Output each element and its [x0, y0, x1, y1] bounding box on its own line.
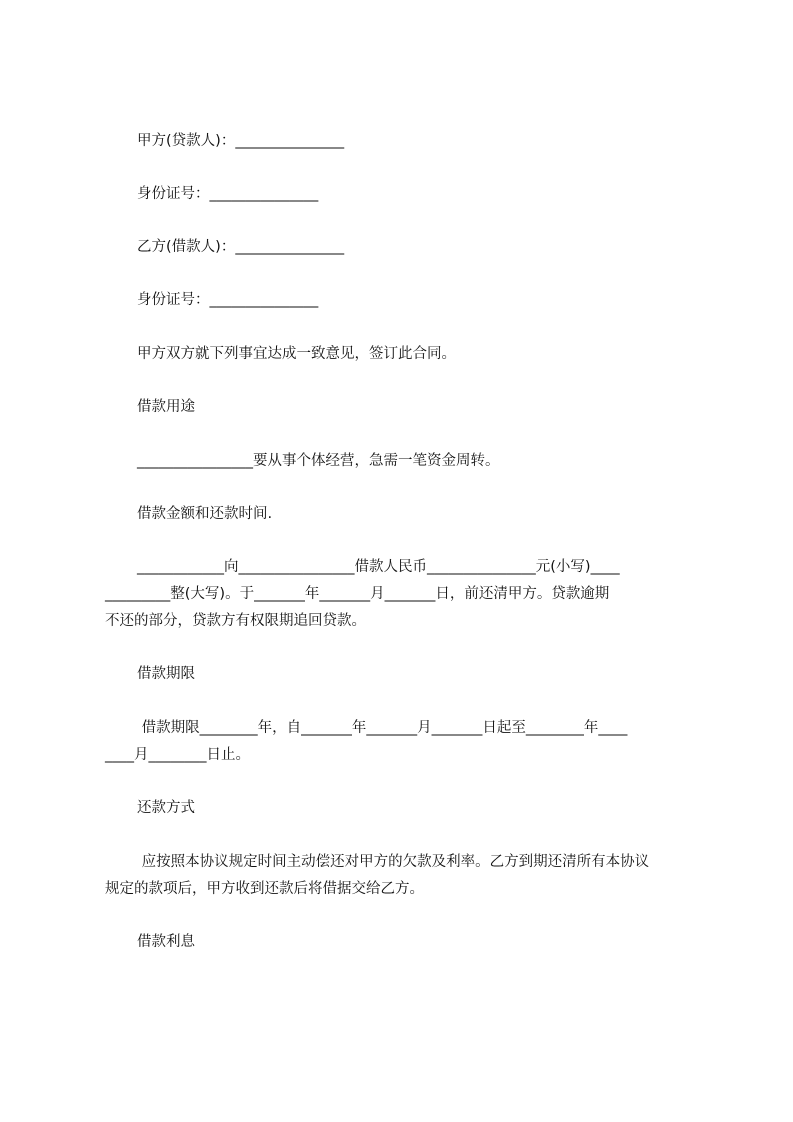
term-text-line-1: 借款期限________年，自_______年_______月_______日起至________年____ [137, 720, 628, 736]
amount-text-line-3: 不还的部分，贷款方有权限期追回贷款。 [105, 613, 366, 629]
term-text-line-2: ____月________日止。 [105, 747, 250, 763]
amount-text-line-2: _________整(大写)。于_______年_______月_______日，前还清甲方。贷款逾期 [105, 586, 610, 602]
borrower-id-line: 身份证号：_______________ [137, 292, 319, 308]
agreement-intro: 甲方双方就下列事宜达成一致意见，签订此合同。 [137, 346, 456, 362]
repayment-text-line-1: 应按照本协议规定时间主动偿还对甲方的欠款及利率。乙方到期还清所有本协议 [137, 854, 650, 870]
lender-line: 甲方(贷款人)：_______________ [137, 133, 345, 149]
section-heading-repayment: 还款方式 [137, 800, 195, 816]
repayment-text-line-2: 规定的款项后，甲方收到还款后将借据交给乙方。 [105, 881, 424, 897]
section-heading-amount: 借款金额和还款时间. [137, 506, 273, 522]
section-heading-term: 借款期限 [137, 666, 195, 682]
borrower-line: 乙方(借款人)：_______________ [137, 239, 345, 255]
lender-id-line: 身份证号：_______________ [137, 186, 319, 202]
section-heading-interest: 借款利息 [137, 934, 195, 950]
amount-text-line-1: ____________向________________借款人民币_______________元(小写)____ [137, 559, 620, 575]
purpose-text: ________________要从事个体经营，急需一笔资金周转。 [137, 453, 500, 469]
section-heading-purpose: 借款用途 [137, 399, 195, 415]
